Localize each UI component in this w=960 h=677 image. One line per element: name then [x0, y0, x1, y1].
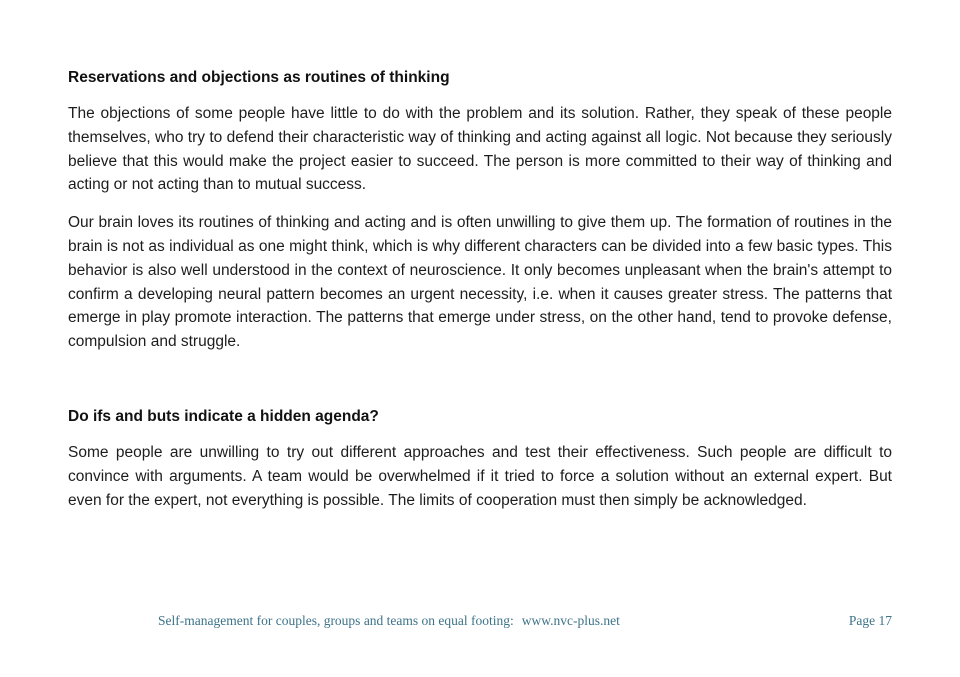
footer-tagline: Self-management for couples, groups and teams on equal footing: [158, 613, 514, 628]
section-heading-hidden-agenda: Do ifs and buts indicate a hidden agenda? [68, 407, 379, 425]
page-number: Page 17 [848, 613, 892, 628]
paragraph-objections: The objections of some people have little to do with the problem and its solution. Rather, they speak of these people themselves, who try to defend their characteristic way of thinking and acting against all logic. Not because they seriously believe that this would make the project easier to succeed. The person is more committed to their way of thinking and acting or not acting than to mutual success. [68, 105, 892, 194]
footer-tagline-group [158, 613, 620, 629]
paragraph-brain-routines: Our brain loves its routines of thinking and acting and is often unwilling to give them up. The formation of routines in the brain is not as individual as one might think, which is why different characters can be divided into a few basic types. This behavior is also well understood in the context of neuroscience. It only becomes unpleasant when the brain's attempt to confirm a developing neural pattern becomes an urgent necessity, i.e. when it causes greater stress. The patterns that emerge in play promote interaction. The patterns that emerge under stress, on the other hand, tend to provoke defense, compulsion and struggle. [68, 214, 892, 351]
footer-url-link[interactable]: www.nvc-plus.net [521, 613, 620, 628]
page-footer [68, 613, 892, 629]
section-heading-reservations: Reservations and objections as routines of thinking [68, 69, 450, 86]
paragraph-ifs-and-buts: Some people are unwilling to try out different approaches and test their effectiveness. Such people are difficult to convince with arguments. A team would be overwhelmed if it tried to force a solution without an external expert. But even for the expert, not everything is possible. The limits of cooperation must then simply be acknowledged. [68, 443, 892, 509]
